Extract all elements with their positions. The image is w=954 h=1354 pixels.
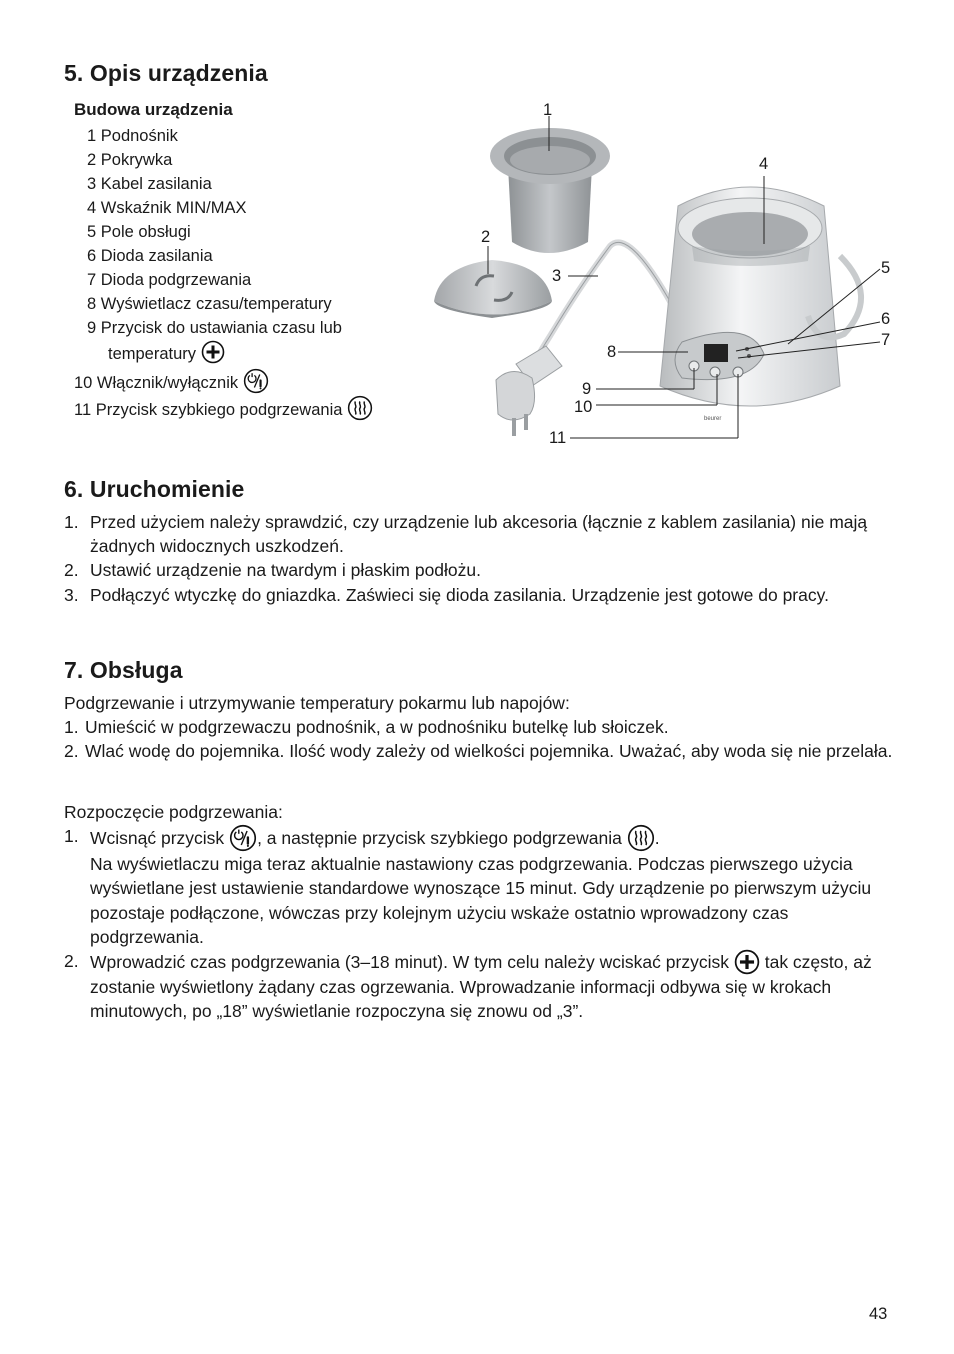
list-item-number: 2.: [64, 741, 79, 762]
callout-7: 7: [881, 331, 891, 349]
list-item-text: Wprowadzić czas podgrzewania (3–18 minut). W tym celu należy wciskać przycisk: [90, 952, 729, 973]
list-item-number: 1.: [64, 826, 79, 847]
list-item-text: Podłączyć wtyczkę do gniazdka. Zaświeci się dioda zasilania. Urządzenie jest gotowe do pracy.: [90, 584, 829, 605]
part-item: 7 Dioda podgrzewania: [87, 271, 252, 289]
list-item-text: Wcisnąć przycisk: [90, 828, 225, 849]
list-item-text: Ustawić urządzenie na twardym i płaskim podłożu.: [90, 560, 481, 581]
parts-list: [74, 124, 373, 422]
list-item-number: 2.: [64, 560, 79, 581]
page-number: 43: [869, 1305, 888, 1323]
part-item-label: temperatury: [108, 345, 197, 363]
warmer-illustration: [660, 187, 861, 422]
callout-4: 4: [759, 155, 769, 173]
list-item-text: tak często, aż zostanie wyświetlony żądany czas ogrzewania. Wprowadzanie informacji odbywa się w krokach minutowych, po „18” wyświetlanie rozpoczyna się znowu od „3”.: [90, 952, 872, 1022]
list-item-number: 1.: [64, 512, 79, 532]
part-item: 1 Podnośnik: [87, 127, 178, 145]
lid-illustration: [434, 260, 552, 318]
start-block: [64, 800, 894, 1023]
part-item: [74, 368, 373, 395]
callout-11: 11: [549, 429, 567, 447]
part-item-cont: [74, 340, 373, 366]
list-item-number: 2.: [64, 951, 79, 972]
list-item: [64, 824, 894, 949]
callout-5: 5: [881, 259, 891, 277]
lifter-illustration: [490, 128, 610, 253]
list-item-number: 3.: [64, 584, 79, 605]
list-item: [64, 583, 894, 607]
list-item-text: Umieścić w podgrzewaczu podnośnik, a w podnośniku butelkę lub słoiczek.: [85, 717, 669, 738]
plug-illustration: [496, 346, 562, 436]
list-item-text: .: [654, 828, 660, 849]
operation-intro: Podgrzewanie i utrzymywanie temperatury pokarmu lub napojów:: [64, 693, 570, 713]
list-item-text: Przed użyciem należy sprawdzić, czy urządzenie lub akcesoria (łącznie z kablem zasilania) nie mają żadnych widocznych uszkodzeń.: [90, 512, 868, 557]
part-item: 5 Pole obsługi: [87, 223, 191, 241]
list-item-text: Wlać wodę do pojemnika. Ilość wody zależy od wielkości pojemnika. Uważać, aby woda się nie przelała.: [85, 741, 893, 762]
part-item: 6 Dioda zasilania: [87, 247, 213, 265]
section-6-title: 6. Uruchomienie: [64, 476, 245, 502]
callout-10: 10: [574, 398, 593, 416]
list-item: [64, 949, 894, 1023]
part-item: 9 Przycisk do ustawiania czasu lub: [87, 319, 342, 337]
callout-2: 2: [481, 228, 491, 246]
part-item: 4 Wskaźnik MIN/MAX: [87, 199, 247, 217]
part-item: 8 Wyświetlacz czasu/temperatury: [87, 295, 332, 313]
list-item: [64, 739, 894, 763]
section-5-title: 5. Opis urządzenia: [64, 60, 268, 86]
list-item-text: , a następnie przycisk szybkiego podgrzewania: [257, 828, 622, 849]
callout-8: 8: [607, 343, 617, 361]
callout-1: 1: [543, 101, 553, 119]
part-item: [74, 395, 373, 422]
setup-list: [64, 510, 894, 607]
heat-wave-icon: [627, 824, 655, 852]
section-7-title: 7. Obsługa: [64, 657, 183, 683]
callout-6: 6: [881, 310, 891, 328]
list-item: [64, 715, 894, 739]
part-item: 3 Kabel zasilania: [87, 175, 212, 193]
list-item-text: Na wyświetlaczu miga teraz aktualnie nastawiony czas podgrzewania. Podczas pierwszego użycia wyświetlane jest ustawienie standardowe wynoszące 15 minut. Gdy urządzenie po pierwszym użyciu pozostaje podłączone, wówczas przy kolejnym użyciu wskaże ostatnio wprowadzony czas podgrzewania.: [90, 854, 872, 947]
device-diagram: [420, 96, 900, 456]
operation-block: [64, 691, 894, 764]
list-item: [64, 558, 894, 582]
part-item: 2 Pokrywka: [87, 151, 173, 169]
list-item: [64, 510, 894, 558]
power-icon: [243, 368, 269, 394]
start-label: Rozpoczęcie podgrzewania:: [64, 802, 283, 822]
part-item-label: 11 Przycisk szybkiego podgrzewania: [74, 401, 343, 419]
list-item-number: 1.: [64, 717, 79, 738]
callout-9: 9: [582, 380, 592, 398]
parts-subtitle: Budowa urządzenia: [74, 100, 233, 119]
heat-wave-icon: [347, 395, 373, 421]
plus-icon: [734, 949, 760, 975]
plus-icon: [201, 340, 225, 364]
brand-label: beurer: [704, 416, 722, 422]
part-item-label: 10 Włącznik/wyłącznik: [74, 374, 239, 392]
power-icon: [229, 824, 257, 852]
callout-3: 3: [552, 267, 562, 285]
